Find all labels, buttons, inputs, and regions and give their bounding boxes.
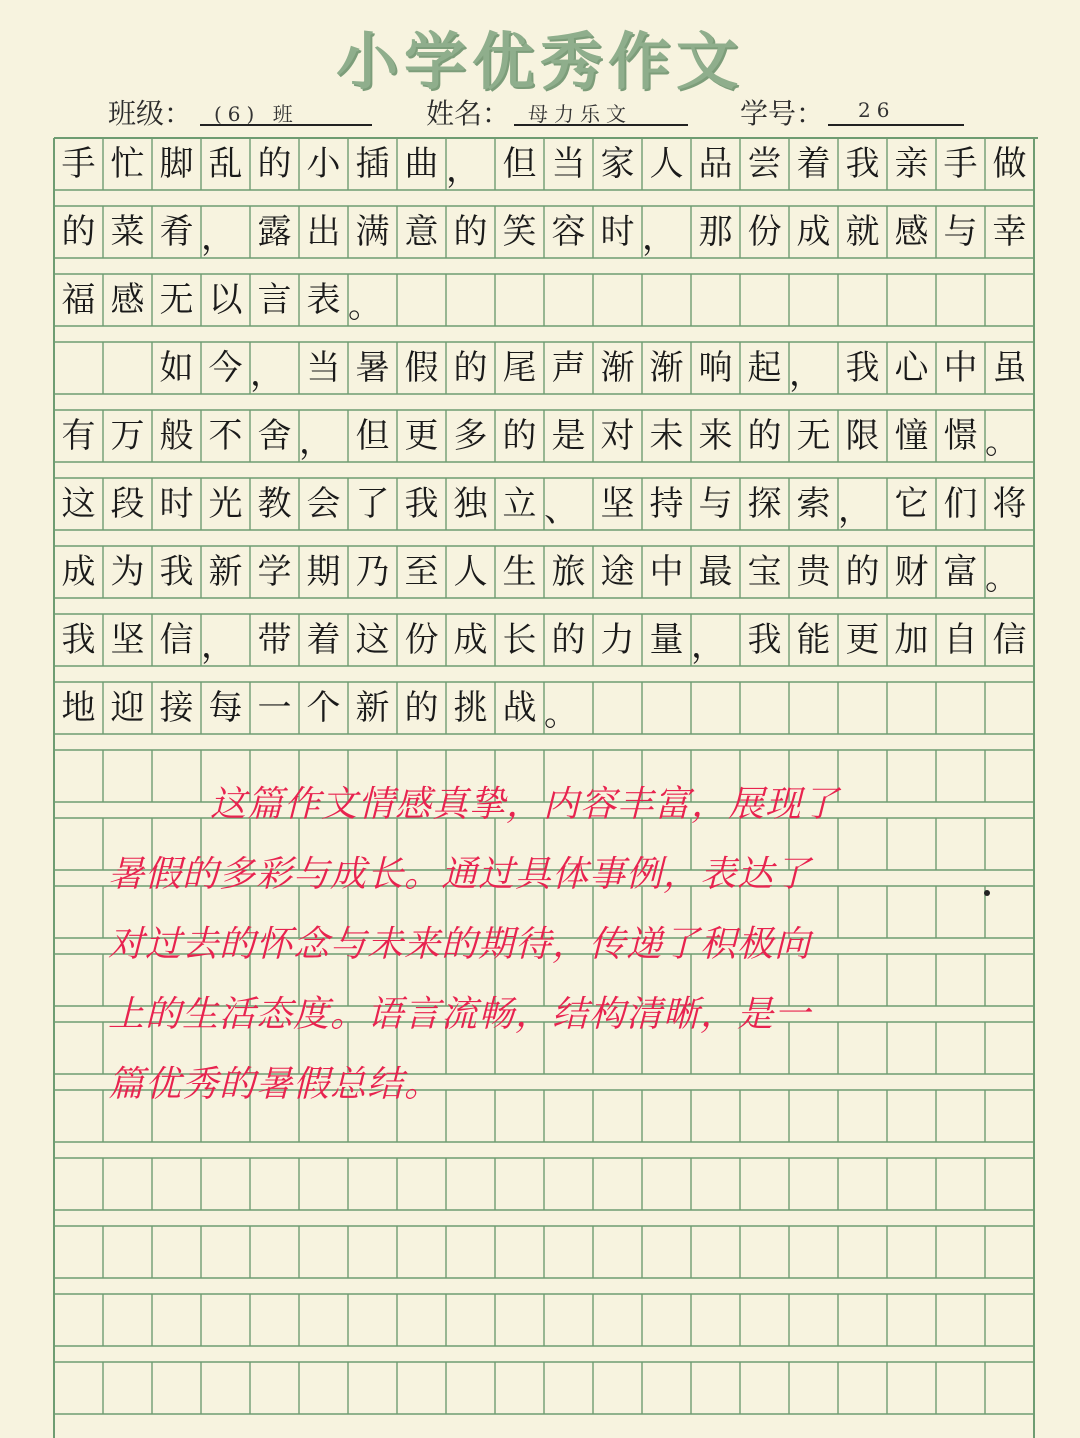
essay-char: 的 — [453, 212, 488, 252]
essay-char: 立 — [502, 484, 537, 524]
essay-char: 菜 — [110, 212, 145, 252]
essay-char: 渐 — [600, 348, 635, 388]
essay-char: 。 — [348, 286, 382, 326]
essay-char: 持 — [649, 484, 684, 524]
essay-char: 了 — [355, 484, 390, 524]
essay-char: 起 — [747, 348, 782, 388]
essay-char: 期 — [306, 552, 341, 592]
class-label: 班级： — [108, 97, 193, 130]
essay-char: 如 — [159, 348, 194, 388]
essay-char: 带 — [257, 620, 292, 660]
essay-char: 当 — [551, 144, 586, 184]
essay-char: 的 — [453, 348, 488, 388]
essay-char: 信 — [992, 620, 1027, 660]
essay-char: ， — [789, 354, 823, 394]
essay-char: 。 — [544, 694, 578, 734]
essay-char: 人 — [453, 552, 488, 592]
essay-char: 容 — [551, 212, 586, 252]
essay-char: 尾 — [502, 348, 537, 388]
essay-char: 我 — [845, 348, 880, 388]
essay-char: 我 — [159, 552, 194, 592]
essay-char: 地 — [61, 688, 96, 728]
essay-char: 个 — [306, 688, 341, 728]
essay-char: 与 — [698, 484, 733, 524]
essay-char: 限 — [845, 416, 880, 456]
page-title: 小学优秀作文 — [335, 25, 744, 98]
essay-char: 、 — [544, 490, 578, 530]
essay-char: 感 — [110, 280, 145, 320]
essay-char: 的 — [845, 552, 880, 592]
essay-char: 一 — [257, 688, 292, 728]
essay-char: 憬 — [943, 416, 978, 456]
essay-char: 途 — [600, 552, 635, 592]
essay-char: 段 — [110, 484, 145, 524]
essay-char: 新 — [355, 688, 390, 728]
essay-char: 与 — [943, 212, 978, 252]
essay-char: ， — [642, 218, 676, 258]
comment-line: 这篇作文情感真挚，内容丰富，展现了 — [210, 784, 840, 825]
essay-char: 我 — [404, 484, 439, 524]
name-value: 母力乐文 — [514, 98, 688, 126]
essay-char: 品 — [698, 144, 733, 184]
essay-char: 这 — [61, 484, 96, 524]
essay-char: 财 — [894, 552, 929, 592]
essay-char: 每 — [208, 688, 243, 728]
essay-char: 假 — [404, 348, 439, 388]
essay-char: 富 — [943, 552, 978, 592]
essay-char: 加 — [894, 620, 929, 660]
essay-char: 战 — [502, 688, 537, 728]
essay-char: 无 — [159, 280, 194, 320]
essay-char: 为 — [110, 552, 145, 592]
essay-char — [103, 342, 152, 394]
essay-char: 更 — [404, 416, 439, 456]
essay-char — [54, 342, 103, 394]
essay-char: 未 — [649, 416, 684, 456]
essay-char: 就 — [845, 212, 880, 252]
essay-char: 教 — [257, 484, 292, 524]
essay-char: 舍 — [257, 416, 292, 456]
essay-char: 的 — [551, 620, 586, 660]
essay-char: 以 — [208, 280, 243, 320]
essay-char: 独 — [453, 484, 488, 524]
essay-char: 至 — [404, 552, 439, 592]
essay-char: 贵 — [796, 552, 831, 592]
essay-char: 感 — [894, 212, 929, 252]
essay-char: ， — [201, 218, 235, 258]
essay-char: 虽 — [992, 348, 1027, 388]
essay-char: 手 — [61, 144, 96, 184]
essay-char: 成 — [453, 620, 488, 660]
essay-char: 挑 — [453, 688, 488, 728]
essay-char: 曲 — [404, 144, 439, 184]
essay-char: 着 — [306, 620, 341, 660]
essay-char: 们 — [943, 484, 978, 524]
essay-char: 满 — [355, 212, 390, 252]
essay-char: 言 — [257, 280, 292, 320]
essay-char: 。 — [985, 422, 1019, 462]
essay-char: 幸 — [992, 212, 1027, 252]
essay-char: 迎 — [110, 688, 145, 728]
essay-char: 量 — [649, 620, 684, 660]
name-label: 姓名： — [426, 97, 511, 130]
essay-char: 的 — [747, 416, 782, 456]
essay-char: 生 — [502, 552, 537, 592]
essay-char: 探 — [747, 484, 782, 524]
essay-char: 出 — [306, 212, 341, 252]
comment-line: 上的生活态度。语言流畅，结构清晰，是一 — [108, 994, 812, 1035]
essay-char: 这 — [355, 620, 390, 660]
essay-char: 新 — [208, 552, 243, 592]
essay-char: 我 — [61, 620, 96, 660]
comment-line: 篇优秀的暑假总结。 — [108, 1064, 442, 1105]
essay-char: 的 — [61, 212, 96, 252]
essay-char: 份 — [404, 620, 439, 660]
student-id-label: 学号： — [740, 97, 825, 130]
essay-char: 学 — [257, 552, 292, 592]
essay-char: ， — [299, 422, 333, 462]
essay-char: 心 — [894, 348, 929, 388]
essay-char: 肴 — [159, 212, 194, 252]
essay-char: 表 — [306, 280, 341, 320]
essay-char: 光 — [208, 484, 243, 524]
essay-char: 的 — [404, 688, 439, 728]
essay-char: 时 — [600, 212, 635, 252]
essay-char: 万 — [110, 416, 145, 456]
essay-char: 旅 — [551, 552, 586, 592]
essay-char: 但 — [502, 144, 537, 184]
essay-char: 尝 — [747, 144, 782, 184]
essay-char: 憧 — [894, 416, 929, 456]
essay-char: 手 — [943, 144, 978, 184]
essay-char: 坚 — [110, 620, 145, 660]
essay-char: 无 — [796, 416, 831, 456]
essay-char: 份 — [747, 212, 782, 252]
essay-char: 人 — [649, 144, 684, 184]
essay-char: 。 — [985, 558, 1019, 598]
essay-char: 意 — [404, 212, 439, 252]
essay-char: 乃 — [355, 552, 390, 592]
essay-char: 家 — [600, 144, 635, 184]
comment-line: 暑假的多彩与成长。通过具体事例，表达了 — [108, 854, 812, 895]
essay-char: 着 — [796, 144, 831, 184]
essay-char: 宝 — [747, 552, 782, 592]
essay-char: ， — [446, 150, 480, 190]
essay-char: 会 — [306, 484, 341, 524]
essay-char: 索 — [796, 484, 831, 524]
essay-char: 的 — [502, 416, 537, 456]
essay-char: 当 — [306, 348, 341, 388]
essay-char: 力 — [600, 620, 635, 660]
essay-char: 自 — [943, 620, 978, 660]
comment-line: 对过去的怀念与未来的期待，传递了积极向 — [108, 924, 812, 965]
essay-char: 它 — [894, 484, 929, 524]
essay-char: 露 — [257, 212, 292, 252]
essay-char: 长 — [502, 620, 537, 660]
essay-char: 今 — [208, 348, 243, 388]
essay-char: ， — [838, 490, 872, 530]
essay-char: 响 — [698, 348, 733, 388]
essay-char: 成 — [796, 212, 831, 252]
essay-char: ， — [691, 626, 725, 666]
class-value: (6) 班 — [200, 98, 372, 126]
essay-char: ， — [250, 354, 284, 394]
essay-char: 有 — [61, 416, 96, 456]
essay-char: 多 — [453, 416, 488, 456]
essay-char: 是 — [551, 416, 586, 456]
essay-char: 最 — [698, 552, 733, 592]
essay-char: 中 — [943, 348, 978, 388]
essay-char: 亲 — [894, 144, 929, 184]
essay-char: 声 — [551, 348, 586, 388]
essay-char: 脚 — [159, 144, 194, 184]
essay-char: ， — [201, 626, 235, 666]
essay-char: 忙 — [110, 144, 145, 184]
essay-char: 暑 — [355, 348, 390, 388]
essay-char: 乱 — [208, 144, 243, 184]
student-id-value: 26 — [828, 98, 964, 126]
essay-char: 将 — [992, 484, 1027, 524]
essay-char: 坚 — [600, 484, 635, 524]
essay-char: 般 — [159, 416, 194, 456]
essay-char: 的 — [257, 144, 292, 184]
essay-char: 不 — [208, 416, 243, 456]
essay-char: 来 — [698, 416, 733, 456]
essay-char: 时 — [159, 484, 194, 524]
essay-char: 插 — [355, 144, 390, 184]
essay-char: 那 — [698, 212, 733, 252]
essay-char: 接 — [159, 688, 194, 728]
essay-char: 福 — [61, 280, 96, 320]
essay-char: 我 — [747, 620, 782, 660]
essay-char: 能 — [796, 620, 831, 660]
essay-char: 信 — [159, 620, 194, 660]
essay-char: 成 — [61, 552, 96, 592]
ink-dot — [984, 890, 990, 896]
essay-char: 更 — [845, 620, 880, 660]
essay-char: 笑 — [502, 212, 537, 252]
essay-char: 渐 — [649, 348, 684, 388]
essay-char: 对 — [600, 416, 635, 456]
essay-char: 做 — [992, 144, 1027, 184]
essay-char: 小 — [306, 144, 341, 184]
essay-char: 我 — [845, 144, 880, 184]
essay-char: 中 — [649, 552, 684, 592]
essay-char: 但 — [355, 416, 390, 456]
